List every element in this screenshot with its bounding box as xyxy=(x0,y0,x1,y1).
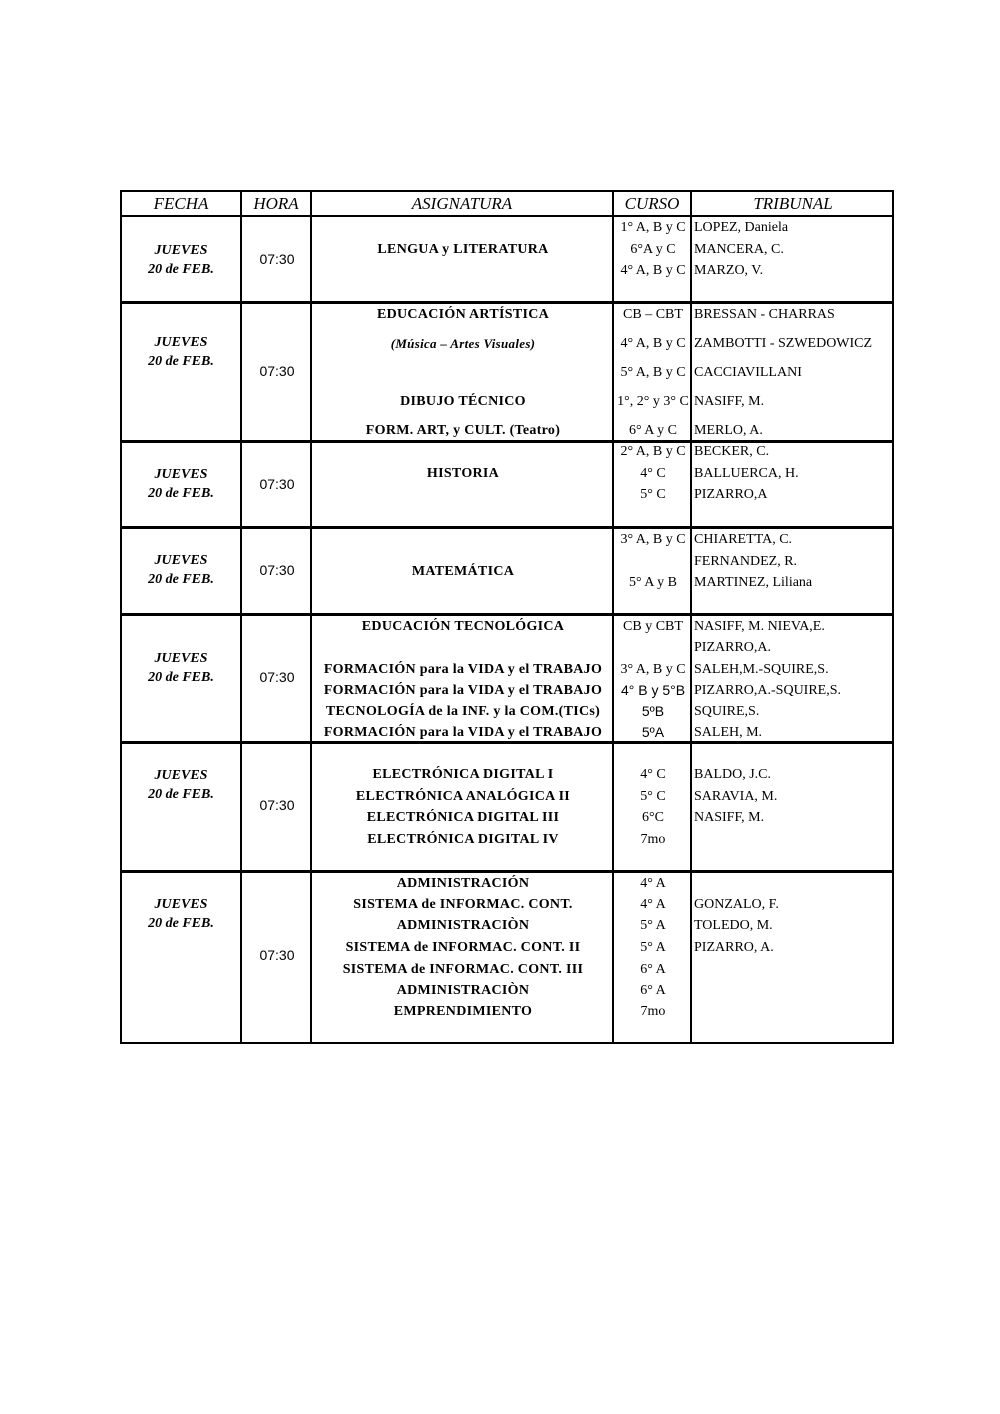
asignatura: FORM. ART, y CULT. (Teatro) xyxy=(365,423,561,438)
fecha-day: JUEVES xyxy=(154,335,208,350)
hora-cell: 07:30 xyxy=(259,669,295,685)
table-row xyxy=(122,616,892,741)
curso: CB – CBT xyxy=(623,307,683,322)
fecha-cell xyxy=(122,766,240,804)
asignatura: SISTEMA de INFORMAC. CONT. xyxy=(353,897,573,912)
asignatura: ELECTRÓNICA DIGITAL IV xyxy=(367,832,559,847)
asignatura: TECNOLOGÍA de la INF. y la COM.(TICs) xyxy=(325,704,601,719)
asignatura: EDUCACIÓN TECNOLÓGICA xyxy=(361,619,565,634)
curso: 4° A xyxy=(640,876,666,891)
asignatura: EDUCACIÓN ARTÍSTICA xyxy=(376,307,550,322)
curso: 1° A, B y C xyxy=(620,220,686,235)
fecha-date: 20 de FEB. xyxy=(148,486,214,501)
curso: 5° A xyxy=(640,940,666,955)
curso: 4° B y 5°B xyxy=(620,682,686,698)
header-tribunal: TRIBUNAL xyxy=(753,194,833,213)
header-fecha: FECHA xyxy=(153,194,209,213)
asignatura-note: (Música – Artes Visuales) xyxy=(390,336,536,351)
asignatura: FORMACIÓN para la VIDA y el TRABAJO xyxy=(323,683,603,698)
exam-schedule-table xyxy=(120,190,894,1044)
table-row xyxy=(122,443,892,526)
hora-cell: 07:30 xyxy=(259,363,295,379)
header-hora: HORA xyxy=(253,194,299,213)
tribunal-member: CHIARETTA, C. xyxy=(694,532,793,547)
fecha-cell xyxy=(122,333,240,371)
fecha-date: 20 de FEB. xyxy=(148,670,214,685)
tribunal-member: BECKER, C. xyxy=(694,444,770,459)
table-row xyxy=(122,744,892,870)
tribunal-member: GONZALO, F. xyxy=(694,897,779,912)
curso: 6° A xyxy=(640,962,666,977)
tribunal-member: NASIFF, M. xyxy=(694,810,765,825)
fecha-day: JUEVES xyxy=(154,651,208,666)
hora-cell: 07:30 xyxy=(259,476,295,492)
curso: 5ºB xyxy=(641,703,665,719)
hora-cell: 07:30 xyxy=(259,562,295,578)
curso: 5° A y B xyxy=(628,575,677,590)
asignatura: ELECTRÓNICA DIGITAL I xyxy=(372,767,554,782)
asignatura: ADMINISTRACIÓN xyxy=(396,876,530,891)
asignatura: HISTORIA xyxy=(426,466,500,481)
tribunal-member: PIZARRO,A.-SQUIRE,S. xyxy=(694,683,842,698)
tribunal-member: TOLEDO, M. xyxy=(694,918,773,933)
table-row xyxy=(122,529,892,613)
curso: 5° A xyxy=(640,918,666,933)
tribunal-member: ZAMBOTTI - SZWEDOWICZ xyxy=(694,336,873,351)
fecha-day: JUEVES xyxy=(154,897,208,912)
asignatura: ADMINISTRACIÒN xyxy=(396,983,530,998)
tribunal-member: CACCIAVILLANI xyxy=(694,365,802,380)
tribunal-member: FERNANDEZ, R. xyxy=(694,554,798,569)
header-asignatura: ASIGNATURA xyxy=(411,194,513,213)
table-row xyxy=(122,217,892,301)
curso: 2° A, B y C xyxy=(620,444,686,459)
fecha-day: JUEVES xyxy=(154,553,208,568)
fecha-day: JUEVES xyxy=(154,768,208,783)
tribunal-member: BRESSAN - CHARRAS xyxy=(694,307,835,322)
tribunal-member: MANCERA, C. xyxy=(694,242,784,257)
hora-cell: 07:30 xyxy=(259,797,295,813)
fecha-date: 20 de FEB. xyxy=(148,916,214,931)
curso: 5ºA xyxy=(641,724,665,740)
tribunal-member: LOPEZ, Daniela xyxy=(694,220,789,235)
curso: 4° A, B y C xyxy=(620,336,686,351)
table-row xyxy=(122,873,892,1042)
asignatura: SISTEMA de INFORMAC. CONT. III xyxy=(342,962,584,977)
fecha-cell xyxy=(122,649,240,687)
table-row xyxy=(122,304,892,440)
asignatura: ELECTRÓNICA ANALÓGICA II xyxy=(355,789,571,804)
asignatura: DIBUJO TÉCNICO xyxy=(400,394,526,409)
curso: 5° C xyxy=(640,789,666,804)
fecha-cell xyxy=(122,241,240,279)
curso: 4° A, B y C xyxy=(620,263,686,278)
hora-cell: 07:30 xyxy=(259,251,295,267)
asignatura: ELECTRÓNICA DIGITAL III xyxy=(366,810,560,825)
tribunal-member: MARZO, V. xyxy=(694,263,764,278)
fecha-date: 20 de FEB. xyxy=(148,262,214,277)
fecha-cell xyxy=(122,465,240,503)
curso: 7mo xyxy=(640,1004,666,1019)
tribunal-member: BALDO, J.C. xyxy=(694,767,772,782)
fecha-day: JUEVES xyxy=(154,467,208,482)
tribunal-member: PIZARRO,A. xyxy=(694,640,772,655)
tribunal-member: PIZARRO,A xyxy=(694,487,768,502)
tribunal-member: SALEH, M. xyxy=(694,725,763,740)
tribunal-member: PIZARRO, A. xyxy=(694,940,774,955)
curso: 6°A y C xyxy=(630,242,676,257)
curso: 3° A, B y C xyxy=(620,532,686,547)
tribunal-member: NASIFF, M. NIEVA,E. xyxy=(694,619,825,634)
tribunal-member: SARAVIA, M. xyxy=(694,789,778,804)
curso: 6° A xyxy=(640,983,666,998)
asignatura: LENGUA y LITERATURA xyxy=(377,242,549,257)
asignatura: ADMINISTRACIÒN xyxy=(396,918,530,933)
curso: 7mo xyxy=(640,832,666,847)
asignatura: EMPRENDIMIENTO xyxy=(393,1004,533,1019)
curso: 1°, 2° y 3° C xyxy=(617,394,689,409)
tribunal-member: MARTINEZ, Liliana xyxy=(694,575,813,590)
curso: 3° A, B y C xyxy=(620,662,686,677)
tribunal-member: MERLO, A. xyxy=(694,423,763,438)
tribunal-member: SALEH,M.-SQUIRE,S. xyxy=(694,662,829,677)
fecha-date: 20 de FEB. xyxy=(148,572,214,587)
tribunal-member: SQUIRE,S. xyxy=(694,704,760,719)
hora-cell: 07:30 xyxy=(259,947,295,963)
tribunal-member: NASIFF, M. xyxy=(694,394,765,409)
curso: 6° A y C xyxy=(628,423,677,438)
curso: 5° A, B y C xyxy=(620,365,686,380)
fecha-cell xyxy=(122,895,240,933)
fecha-date: 20 de FEB. xyxy=(148,354,214,369)
fecha-date: 20 de FEB. xyxy=(148,787,214,802)
curso: CB y CBT xyxy=(623,619,683,634)
asignatura: FORMACIÓN para la VIDA y el TRABAJO xyxy=(323,662,603,677)
tribunal-member: BALLUERCA, H. xyxy=(694,466,799,481)
fecha-cell xyxy=(122,551,240,589)
curso: 4° C xyxy=(640,767,666,782)
fecha-day: JUEVES xyxy=(154,243,208,258)
asignatura: MATEMÁTICA xyxy=(411,564,515,579)
header-curso: CURSO xyxy=(624,194,680,213)
asignatura: SISTEMA de INFORMAC. CONT. II xyxy=(345,940,581,955)
asignatura: FORMACIÓN para la VIDA y el TRABAJO xyxy=(323,725,603,740)
curso: 4° A xyxy=(640,897,666,912)
curso: 4° C xyxy=(640,466,666,481)
curso: 5° C xyxy=(640,487,666,502)
curso: 6°C xyxy=(642,810,664,825)
